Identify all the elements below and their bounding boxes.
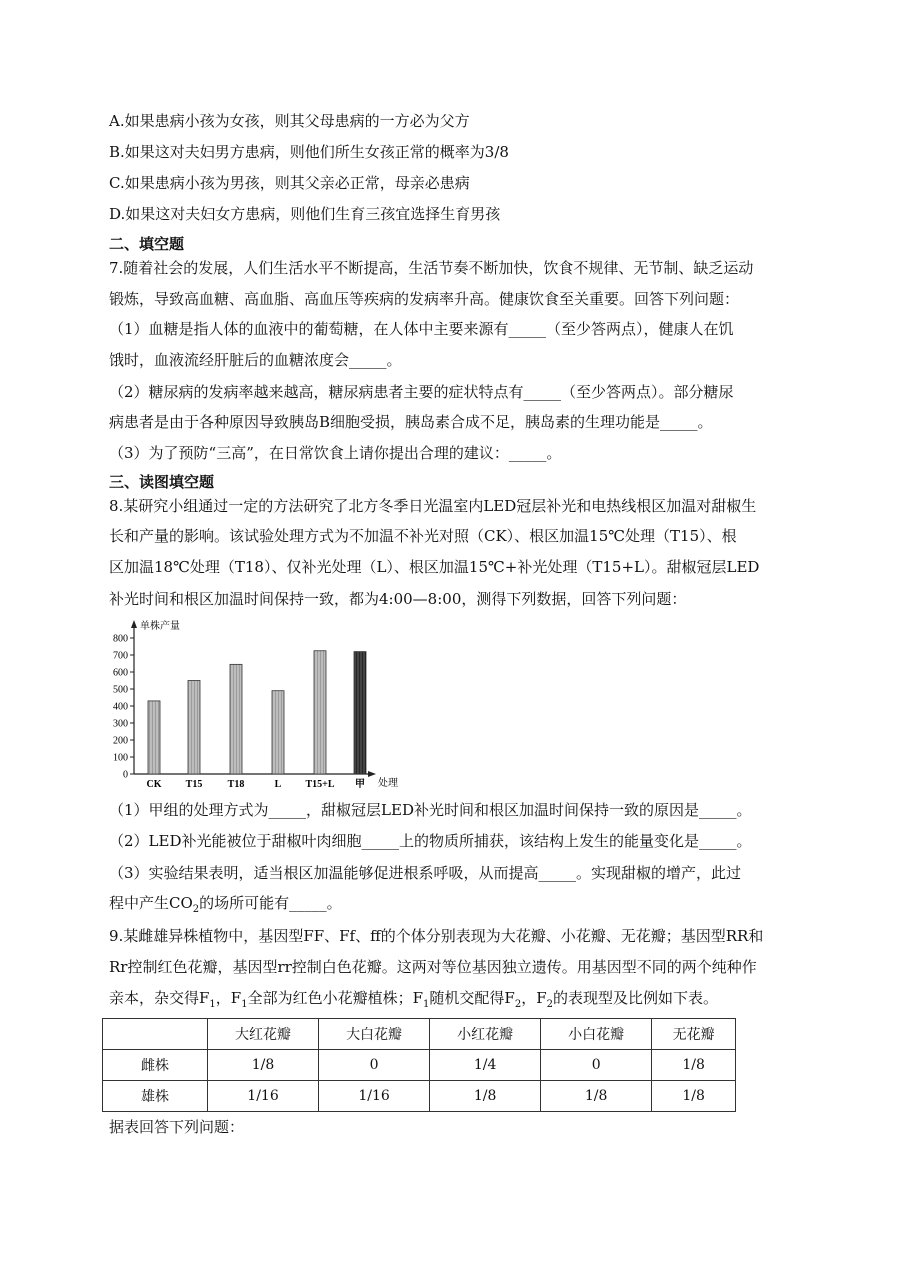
x-axis-arrow [368,771,376,777]
bar-- [354,652,366,774]
table-cell: 1/8 [208,1050,319,1081]
q7-intro-line2: 锻炼，导致高血糖、高血脂、高血压等疾病的发病率升高。健康饮食至关重要。回答下列问题： [109,290,740,308]
q7-part3: （3）为了预防“三高”，在日常饮食上请你提出合理的建议：_____。 [109,444,562,462]
q9-line3 [109,988,718,1015]
q9-after-table: 据表回答下列问题： [109,1118,245,1136]
option-b: B.如果这对夫妇男方患病，则他们所生女孩正常的概率为3/8 [109,143,509,161]
q9-l3-s2: 1 [241,999,248,1010]
section-title-fill-blank: 二、填空题 [109,235,185,253]
table-cell: 1/8 [652,1050,736,1081]
x-axis-label: 处理 [378,778,398,789]
table-cell: 1/16 [319,1081,430,1112]
q8-part1: （1）甲组的处理方式为_____，甜椒冠层LED补光时间和根区加温时间保持一致的原因是_____。 [109,801,752,819]
bar-t15-l [314,651,326,774]
y-tick-label: 100 [113,752,128,764]
bar-ck [148,701,160,774]
q8-part3-line2 [109,893,342,920]
x-category-label: L [274,779,282,790]
x-category-label: T15 [185,779,203,790]
x-category-label: 甲 [355,779,365,790]
q9-l3-s3: 1 [423,999,430,1010]
table-cell: 1/8 [541,1081,652,1112]
q9-l3-s4: 2 [514,999,522,1010]
q9-l3-c: 全部为红色小花瓣植株；F [247,989,424,1007]
table-cell: 0 [319,1050,430,1081]
q9-l3-s5: 2 [546,999,553,1010]
option-c: C.如果患病小孩为男孩，则其父亲必正常，母亲必患病 [109,174,470,192]
table-header-cell: 大红花瓣 [208,1019,319,1050]
q8-part3-text-a: 程中产生CO [109,894,193,912]
q9-l3-e: ，F [521,989,547,1007]
x-category-label: T18 [227,779,245,790]
section-title-read-graph: 三、读图填空题 [109,473,215,491]
x-category-label: CK [146,779,162,790]
q9-l3-d: 随机交配得F [429,989,515,1007]
q9-l3-f: 的表现型及比例如下表。 [552,989,718,1007]
q9-line2: Rr控制红色花瓣，基因型rr控制白色花瓣。这两对等位基因独立遗传。用基因型不同的两个纯种作 [109,958,757,976]
table-header-cell: 大白花瓣 [319,1019,430,1050]
q8-intro-line4: 补光时间和根区加温时间保持一致，都为4:00—8:00，测得下列数据，回答下列问题： [109,590,687,608]
x-category-label: T15+L [305,779,335,790]
table-header-cell: 小白花瓣 [541,1019,652,1050]
table-cell: 1/8 [652,1081,736,1112]
q9-l3-b: ，F [215,989,242,1007]
q8-part3-line1: （3）实验结果表明，适当根区加温能够促进根系呼吸，从而提高_____。实现甜椒的增产，此过 [109,864,742,882]
y-tick-label: 600 [113,667,128,679]
table-header-row [103,1019,736,1050]
q9-l3-a: 亲本，杂交得F [109,989,210,1007]
y-tick-label: 700 [113,650,128,662]
q7-part1-line2: 饿时，血液流经肝脏后的血糖浓度会_____。 [109,351,402,369]
y-tick-label: 400 [113,701,128,713]
q7-part1-line1: （1）血糖是指人体的血液中的葡萄糖，在人体中主要来源有_____（至少答两点），健康人在饥 [109,320,734,338]
bar-l [272,691,284,774]
table-header-cell [103,1019,208,1050]
table-row [103,1050,736,1081]
q8-intro-line2: 长和产量的影响。该试验处理方式为不加温不补光对照（CK）、根区加温15℃处理（T15）、根 [109,527,737,545]
q9-l3-s1: 1 [209,999,216,1010]
yield-bar-chart [104,616,404,792]
q8-intro-line1: 8.某研究小组通过一定的方法研究了北方冬季日光温室内LED冠层补光和电热线根区加温对甜椒生 [109,497,757,515]
y-axis-label: 单株产量 [140,621,180,632]
table-header-cell: 小红花瓣 [430,1019,541,1050]
q8-intro-line3: 区加温18℃处理（T18）、仅补光处理（L）、根区加温15℃+补光处理（T15+L）。甜椒冠层LED [109,558,760,576]
table-row [103,1081,736,1112]
table-cell: 0 [541,1050,652,1081]
y-tick-label: 0 [123,769,128,781]
y-tick-label: 200 [113,735,128,747]
table-cell: 1/8 [430,1081,541,1112]
y-tick-label: 500 [113,684,128,696]
q8-part3-sub: 2 [192,904,200,915]
table-cell: 雄株 [103,1081,208,1112]
q9-line1: 9.某雌雄异株植物中，基因型FF、Ff、ff的个体分别表现为大花瓣、小花瓣、无花瓣；基因型RR和 [109,927,764,945]
y-tick-label: 800 [113,633,128,645]
q7-part2-line2: 病患者是由于各种原因导致胰岛B细胞受损，胰岛素合成不足，胰岛素的生理功能是_____。 [109,413,713,431]
q7-intro-line1: 7.随着社会的发展，人们生活水平不断提高，生活节奏不断加快，饮食不规律、无节制、缺乏运动 [109,259,754,277]
q8-part2: （2）LED补光能被位于甜椒叶肉细胞_____上的物质所捕获，该结构上发生的能量变化是_____。 [109,832,752,850]
table-cell: 1/16 [208,1081,319,1112]
phenotype-table [102,1018,736,1112]
option-a: A.如果患病小孩为女孩，则其父母患病的一方必为父方 [109,112,470,130]
bar-t18 [230,664,242,774]
q7-part2-line1: （2）糖尿病的发病率越来越高，糖尿病患者主要的症状特点有_____（至少答两点）。部分糖尿 [109,383,734,401]
bar-t15 [188,681,200,775]
y-axis-arrow [131,620,137,628]
y-tick-label: 300 [113,718,128,730]
table-header-cell: 无花瓣 [652,1019,736,1050]
table-cell: 1/4 [430,1050,541,1081]
q8-part3-text-b: 的场所可能有_____。 [199,894,342,912]
table-cell: 雌株 [103,1050,208,1081]
option-d: D.如果这对夫妇女方患病，则他们生育三孩宜选择生育男孩 [109,205,501,223]
